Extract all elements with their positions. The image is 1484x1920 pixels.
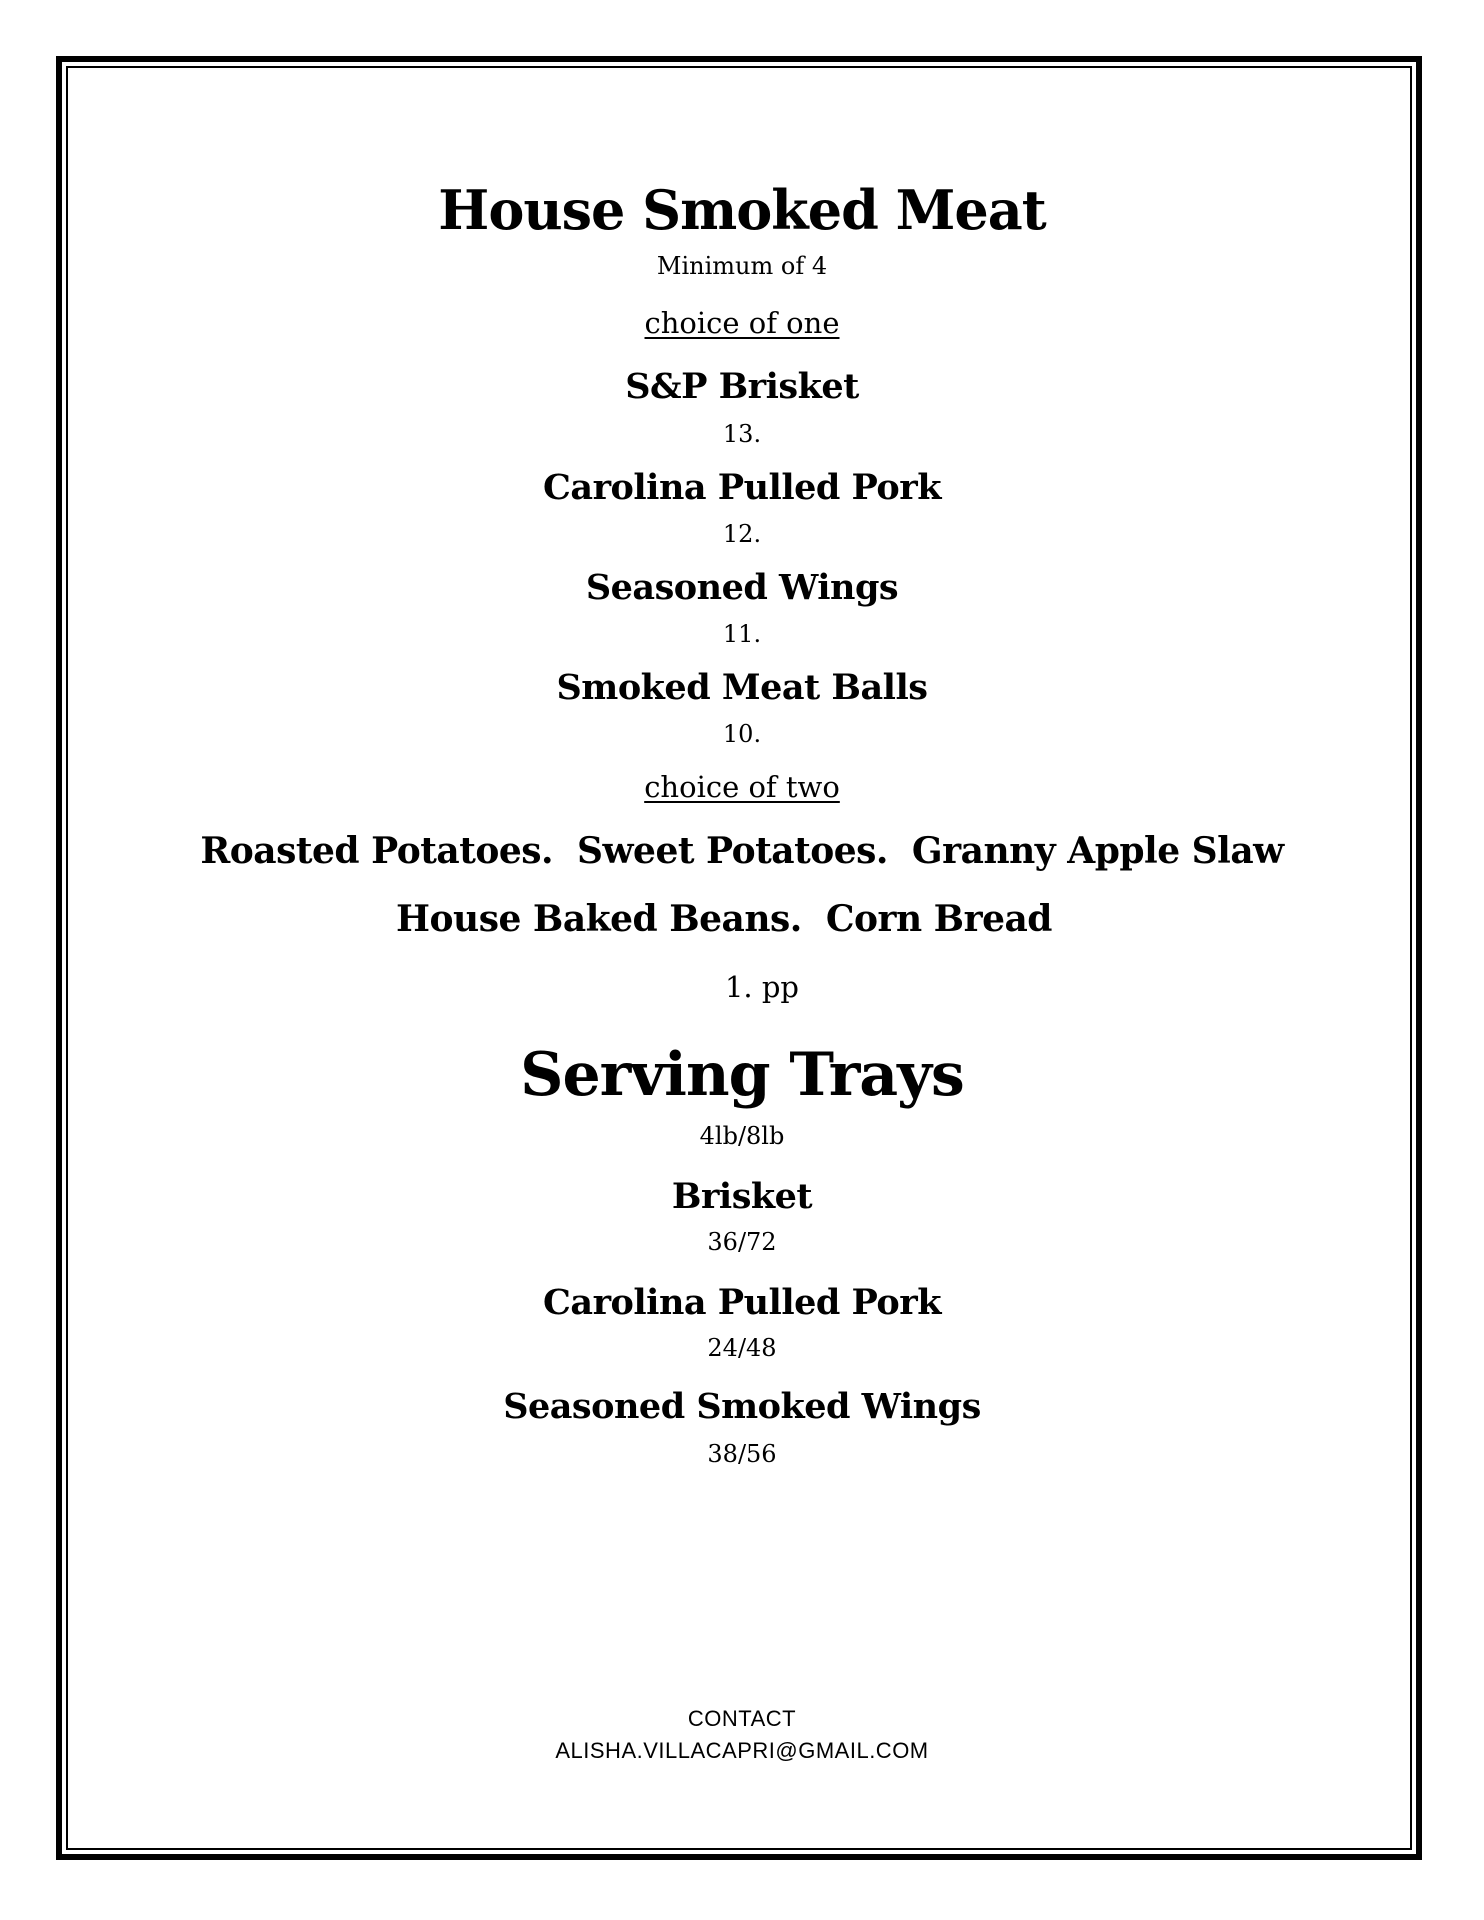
tray-item-name: Brisket	[671, 1176, 813, 1217]
tray-item-price: 38/56	[707, 1440, 777, 1468]
minimum-note: Minimum of 4	[656, 252, 828, 280]
choice-of-one-label: choice of one	[644, 306, 840, 340]
side-item: Corn Bread	[825, 898, 1052, 940]
contact-label: CONTACT	[687, 1706, 797, 1731]
section-title-house-smoked-meat: House Smoked Meat	[438, 178, 1046, 242]
menu-item-price: 11.	[722, 620, 762, 648]
menu-item-price: 12.	[722, 520, 762, 548]
tray-item-price: 24/48	[707, 1334, 777, 1362]
side-item: Roasted Potatoes.	[200, 830, 554, 872]
section-title-serving-trays: Serving Trays	[520, 1040, 964, 1110]
tray-size-note: 4lb/8lb	[699, 1122, 785, 1150]
menu-item-name: S&P Brisket	[625, 366, 859, 407]
side-item: Sweet Potatoes.	[577, 830, 888, 872]
menu-item-name: Smoked Meat Balls	[556, 667, 928, 708]
tray-item-name: Seasoned Smoked Wings	[503, 1386, 981, 1427]
contact-email: ALISHA.VILLACAPRI@GMAIL.COM	[555, 1738, 929, 1763]
choice-of-two-label: choice of two	[644, 770, 840, 804]
sides-row-2	[0, 898, 1466, 940]
sides-row-1	[0, 830, 1484, 872]
side-item: Granny Apple Slaw	[911, 830, 1284, 872]
tray-item-price: 36/72	[707, 1228, 777, 1256]
menu-item-price: 10.	[722, 720, 762, 748]
sides-price: 1. pp	[724, 970, 799, 1004]
menu-item-name: Seasoned Wings	[585, 567, 899, 608]
menu-item-price: 13.	[722, 420, 762, 448]
side-item: House Baked Beans.	[396, 898, 802, 940]
menu-item-name: Carolina Pulled Pork	[543, 467, 941, 508]
tray-item-name: Carolina Pulled Pork	[543, 1282, 941, 1323]
